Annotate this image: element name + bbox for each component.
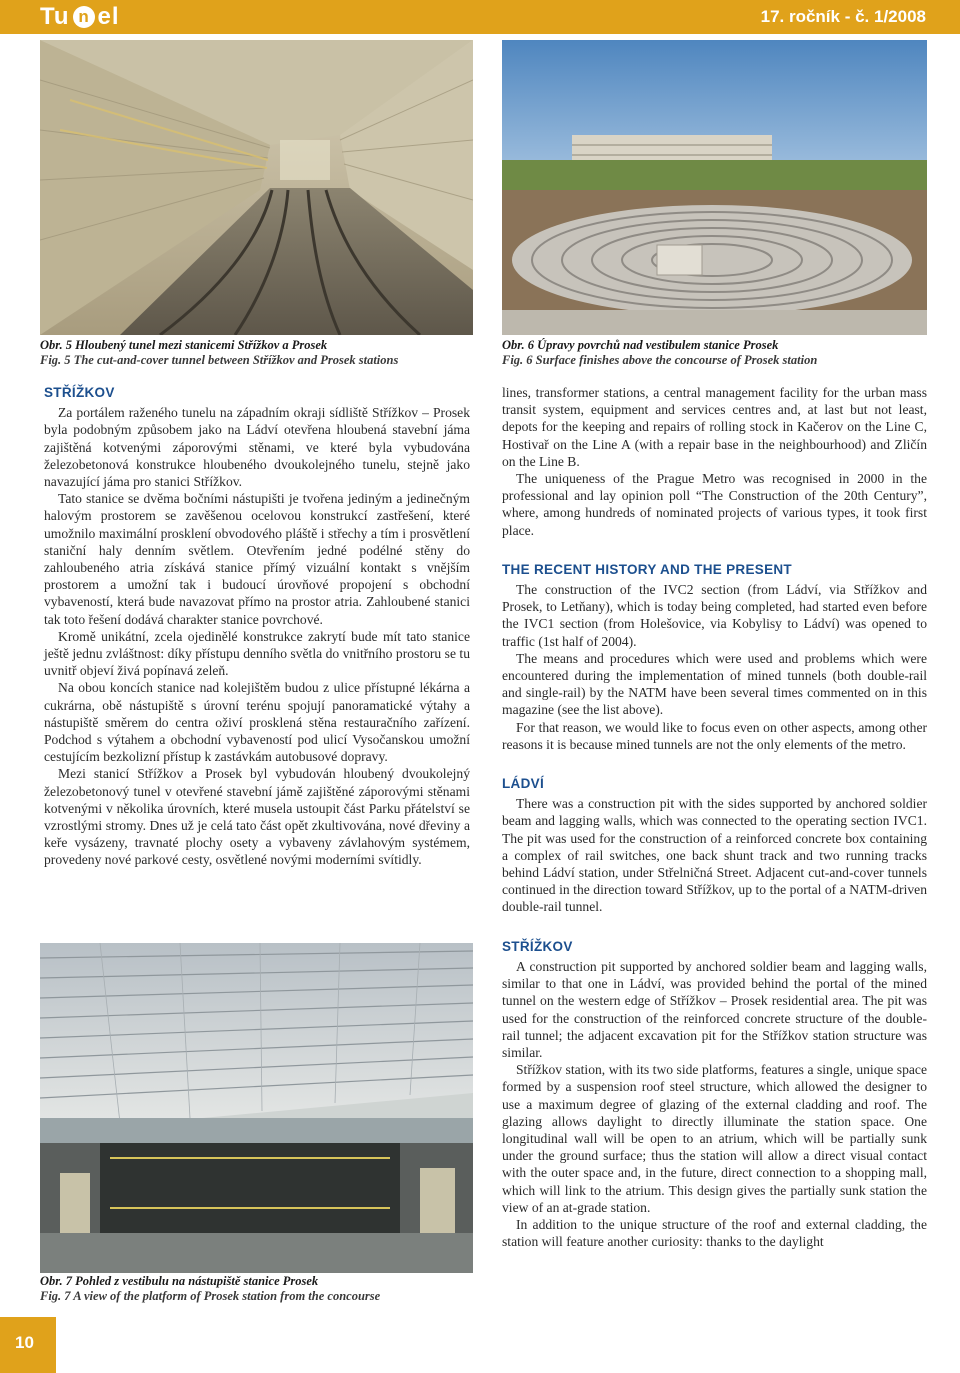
fig6-caption-cz: Obr. 6 Úpravy povrchů nad vestibulem stanice Prosek: [502, 338, 779, 352]
logo-text-right: el: [97, 3, 120, 30]
right-text-column: [502, 384, 927, 1250]
fig6-caption-en: Fig. 6 Surface finishes above the concourse of Prosek station: [502, 353, 818, 367]
logo-text-left: Tu: [40, 3, 70, 30]
left-paragraph-1: Za portálem raženého tunelu na západním okraji sídliště Střížkov – Prosek byla podobným způsobem jako na Ládví otevřena hloubená stavební jáma zajištěná kotvenými záporovými stěnami, ve které byla vybudována železobetonová konstrukce hloubeného dvoukolejného tunelu, stejně jako navazující jáma pro stanici Střížkov.: [44, 405, 470, 490]
header-bar: [0, 0, 960, 34]
left-paragraph-2: Tato stanice se dvěma bočními nástupišti je tvořena jediným a jedinečným halovým prostorem se zavěšenou ocelovou konstrukcí zastřešení, které umožnilo maximální prosklení obvodového pláště i střechy a tím i prosvětlení staniční haly denním světlem. Otevřením jedné podélné stěny do zahloubeného atria získává stanice přímý vizuální kontakt s vnějším prostorem a umožní tak i budoucí úrovňové propojení s obchodní vybaveností, která bude navazovat přímo na prostor atria. Zahloubené stanici tak toto řešení dodává charakter stanice povrchové.: [44, 491, 470, 627]
tunel-logo: [40, 4, 120, 30]
page-number-box: [0, 1317, 56, 1373]
fig6-caption: [502, 338, 927, 368]
fig7-caption-en: Fig. 7 A view of the platform of Prosek station from the concourse: [40, 1289, 381, 1303]
left-paragraph-5: Mezi stanicí Střížkov a Prosek byl vybudován hloubený dvoukolejný železobetonový tunel v otevřené stavební jámě zajištěné záporovými stěnami kotvenými v několika úrovních, které musela ustoupit část Parku přátelství se vzrostlými stromy. Dnes už je celá tato část opět zkultivována, nové dřeviny a keře vysázeny, travnaté plochy osety a vybaveny závlahovým systémem, provedeny nové parkové cesty, osvětlené novými moderními svítidly.: [44, 766, 470, 868]
right-paragraph-8: Střížkov station, with its two side platforms, features a single, unique space formed by a suspension roof steel structure, which allowed the designer to use a maximum degree of glazing of the external cladding and roof. The glazing allows daylight to directly illuminate the station space. One longitudinal wall will be open to an atrium, which will be partially sunk under the ground surface; thus the station will allow a direct visual contact with the outer space and, in the future, direct connection to a shopping mall, which will link to the atrium. This design gives the partially sunk station the view of an at-grade station.: [502, 1062, 927, 1215]
fig7-caption-cz: Obr. 7 Pohled z vestibulu na nástupiště stanice Prosek: [40, 1274, 319, 1288]
right-paragraph-4: The means and procedures which were used and problems which were encountered during the implementation of mined tunnels (both double-rail and single-rail) by the NATM have been several times commented on in this magazine (see the list above).: [502, 650, 927, 718]
right-paragraph-3: The construction of the IVC2 section (from Ládví, via Střížkov and Prosek, to Letňany), which is today being completed, had started even before the IVC1 section (from Holešovice, via Kobylisy to Ládví) was opened to traffic (1st half of 2004).: [502, 582, 927, 649]
fig7-caption: [40, 1274, 473, 1304]
right-paragraph-2: The uniqueness of the Prague Metro was recognised in 2000 in the professional and lay opinion poll “The Construction of the 20th Century”, where, among hundreds of nominated projects of various types, it took first place.: [502, 471, 927, 538]
fig5-caption-cz: Obr. 5 Hloubený tunel mezi stanicemi Střížkov a Prosek: [40, 338, 328, 352]
fig5-caption: [40, 338, 473, 368]
right-paragraph-7: A construction pit supported by anchored soldier beam and lagging walls, similar to that one in Ládví, was provided behind the portal of the mined tunnel on the western edge of Střížkov – Prosek residential area. The pit was used for the construction of the reinforced concrete structure of the double-rail tunnel; the adjacent excavation pit for the Střížkov station structure was similar.: [502, 958, 927, 1060]
issue-label: 17. ročník - č. 1/2008: [760, 7, 926, 26]
left-paragraph-4: Na obou koncích stanice nad kolejištěm budou z ulice přístupné lékárna a cukrárna, obě nástupiště s úrovní terénu spojují panoramatické výtahy a nástupiště směrem do centra oživí prosklená stěna restauračního zařízení. Podchod s výtahem a obchodní vybaveností pod ulicí Vysočanskou umožní cestujícím bezkolizní přístup k zastávkám autobusové dopravy.: [44, 680, 470, 765]
fig5-caption-en: Fig. 5 The cut-and-cover tunnel between Střížkov and Prosek stations: [40, 353, 399, 367]
section-heading-ladvi: LÁDVÍ: [502, 776, 544, 792]
right-paragraph-1: lines, transformer stations, a central management facility for the urban mass transit system, equipment and services centres and, at last but not least, depots for the keeping and repairs of rolling stock in Kačerov on the Line C, Hostivař on the Line A (with a repair base in the neighbourhood) and Zličín on the Line B.: [502, 385, 927, 469]
section-heading-strizkov-cz: STŘÍŽKOV: [44, 385, 115, 400]
right-paragraph-6: There was a construction pit with the sides supported by anchored soldier beam and lagging walls, which was connected to the operating section IVC1. The pit was used for the construction of a reinforced concrete box containing a complex of rail switches, one back shunt track and two running tracks behind Ládví station, under Střelničná Street. Adjacent cut-and-cover tunnels continued in the direction toward Střížkov, up to the portal of a NATM-driven double-rail tunnel.: [502, 796, 927, 915]
left-text-column: [44, 384, 470, 869]
fig7-platform-photo: [40, 943, 473, 1273]
section-heading-strizkov-en: STŘÍŽKOV: [502, 938, 573, 954]
left-paragraph-3: Kromě unikátní, zcela ojedinělé konstrukce zakrytí bude mít tato stanice ještě jednu zvláštnost: díky přístupu denního světla do vnitřního prostoru se tu uvnitř objeví živá popínavá zeleň.: [44, 628, 470, 679]
logo-mark-icon: n: [73, 6, 95, 28]
page-number: 10: [15, 1333, 34, 1352]
fig6-surface-photo: [502, 40, 927, 335]
right-paragraph-9: In addition to the unique structure of the roof and external cladding, the station will feature another curiosity: thanks to the daylight: [502, 1216, 927, 1250]
section-heading-recent-history: THE RECENT HISTORY AND THE PRESENT: [502, 561, 792, 577]
fig5-tunnel-photo: [40, 40, 473, 335]
right-paragraph-5: For that reason, we would like to focus even on other aspects, among other reasons it is because mined tunnels are not the only elements of the metro.: [502, 719, 927, 752]
